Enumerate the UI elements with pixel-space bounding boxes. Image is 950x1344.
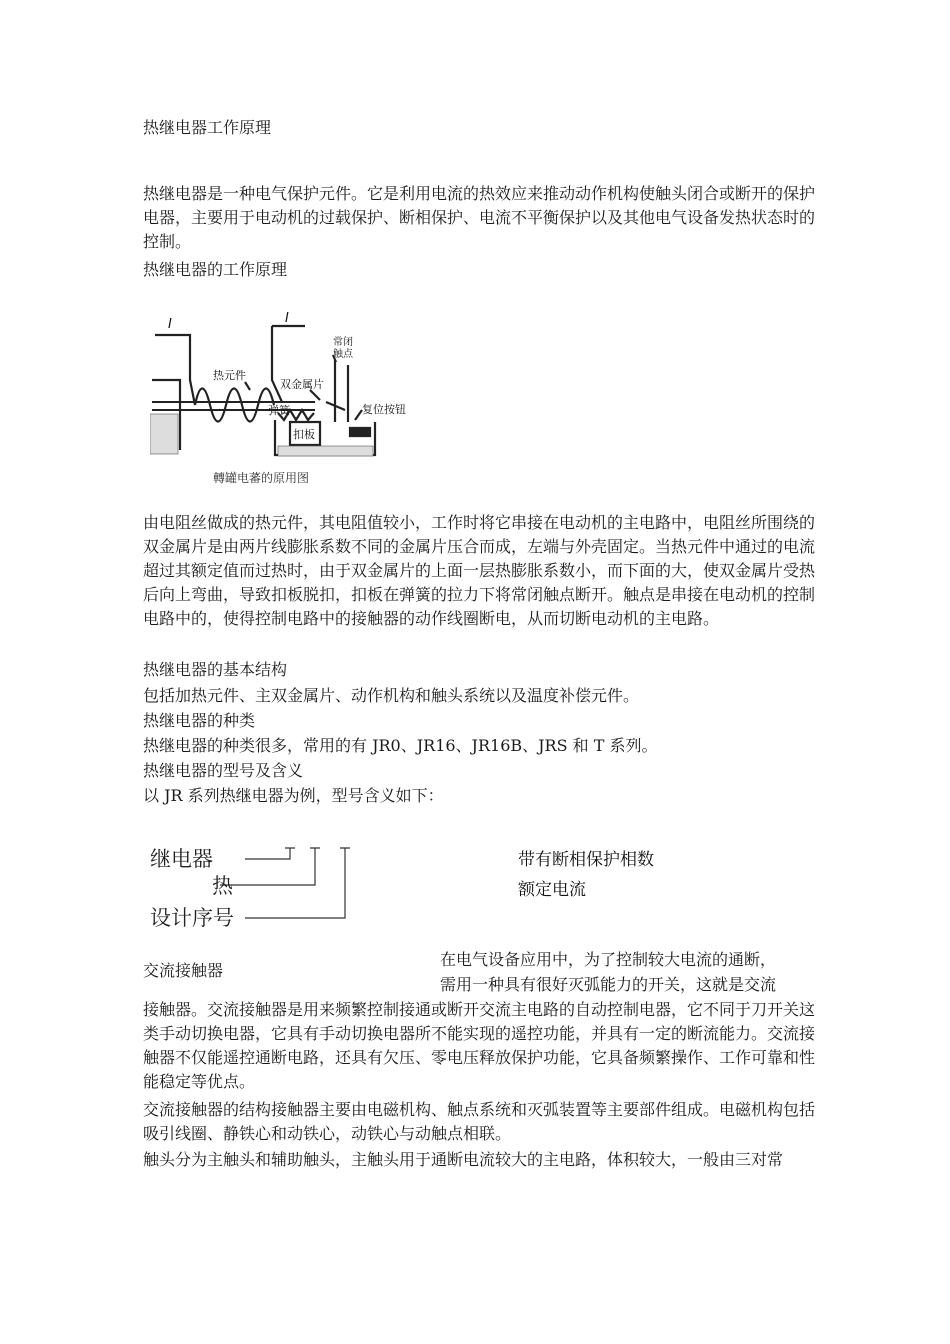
contactor-line-2: 需用一种具有很好灭弧能力的开关，这就是交流 [440,975,777,994]
fig1-label-current-right: I [285,311,289,326]
principle-paragraph: 由电阻丝做成的热元件，其电阻值较小，工作时将它串接在电动机的主电路中，电阻丝所围绕的双金属片是由两片线膨胀系数不同的金属片压合而成，左端与外壳固定。当热元件中通过的电流超过其额定值而过热时，由于双金属片的上面一层热膨胀系数小，而下面的大，使双金属片受热后向上弯曲，导致扣板脱扣，扣板在弹簧的拉力下将常闭触点断开。触点是串接在电动机的控制电路中的，使得控制电路中的接触器的动作线圈断电，从而切断电动机的主电路。 [143,513,816,628]
fig1-label-latch: 扣板 [293,428,315,441]
fig2-label-relay: 继电器 [150,847,213,871]
fig2-label-current: 额定电流 [518,880,586,900]
page-title: 热继电器工作原理 [143,118,272,137]
section-heading-model: 热继电器的型号及含义 [143,761,304,780]
contactor-contacts-paragraph: 触头分为主触头和辅助触头，主触头用于通断电流较大的主电路，体积较大，一般由三对常 [143,1150,784,1169]
fig2-label-phase: 带有断相保护相数 [518,850,654,870]
contactor-line-1: 在电气设备应用中，为了控制较大电流的通断， [440,950,777,969]
thermal-relay-diagram [150,310,435,465]
intro-paragraph: 热继电器是一种电气保护元件。它是利用电流的热效应来推动动作机构使触头闭合或断开的保护电器，主要用于电动机的过载保护、断相保护、电流不平衡保护以及其他电气设备发热状态时的控制。 [143,184,816,251]
types-text: 热继电器的种类很多，常用的有 JR0、JR16、JR16B、JRS 和 T 系列。 [143,736,658,755]
section-heading-principle: 热继电器的工作原理 [143,260,288,279]
section-heading-types: 热继电器的种类 [143,711,256,730]
fig1-label-nc-line2: 触点 [333,349,353,360]
fig1-label-current-left: I [168,317,172,332]
contactor-paragraph: 接触器。交流接触器是用来频繁控制接通或断开交流主电路的自动控制电器，它不同于刀开关这类手动切换电器，它具有手动切换电器所不能实现的遥控功能，并具有一定的断流能力。交流接触器不仅能遥控通断电路，还具有欠压、零电压释放保护功能，它具备频繁操作、工作可靠和性能稳定等优点。 [143,1000,816,1091]
section-heading-contactor: 交流接触器 [143,961,224,980]
fig1-label-heating-element: 热元件 [213,369,246,382]
model-text: 以 JR 系列热继电器为例，型号含义如下： [143,786,444,805]
figure-caption: 轉罐电蕃的原用图 [213,471,310,485]
fig1-label-nc-line1: 常闭 [333,337,353,348]
section-heading-structure: 热继电器的基本结构 [143,660,288,679]
fig2-label-design: 设计序号 [150,906,234,930]
structure-text: 包括加热元件、主双金属片、动作机构和触头系统以及温度补偿元件。 [143,686,640,705]
fig1-label-bimetal: 双金属片 [280,378,324,391]
fig1-label-spring: 弹簧 [268,404,290,417]
contactor-structure-paragraph: 交流接触器的结构接触器主要由电磁机构、触点系统和灭弧装置等主要部件组成。电磁机构包括吸引线圈、静铁心和动铁心，动铁心与动触点相联。 [143,1100,816,1143]
fig1-label-reset: 复位按钮 [362,403,406,416]
fig2-label-heat: 热 [212,874,233,898]
